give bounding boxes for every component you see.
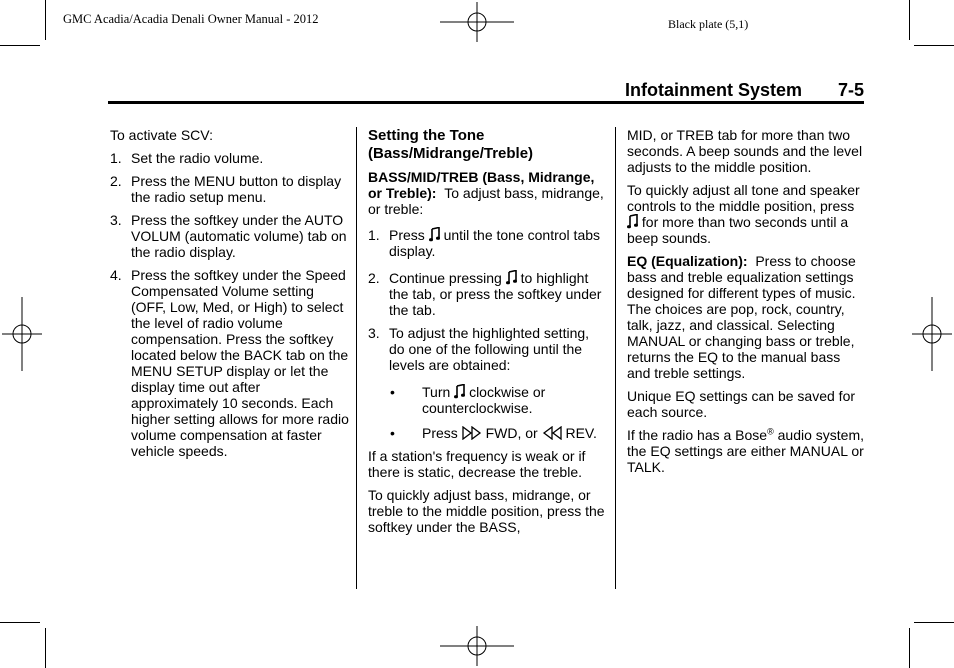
bose-paragraph [627,427,867,475]
registration-mark-icon [912,297,952,371]
header-rule [108,101,864,104]
bass-mid-treb-text: To adjust bass, midrange, or treble: [368,185,604,217]
crop-mark [914,622,954,623]
bass-mid-treb-paragraph [368,169,606,217]
quick-adjust-paragraph: To quickly adjust bass, midrange, or treble to the middle position, press the softkey under the BASS, [368,487,605,535]
registered-mark: ® [767,426,774,437]
step-text: Continue pressing [389,270,502,286]
eq-paragraph [627,253,867,381]
step-text: Press [389,227,425,243]
middle-position-paragraph: MID, or TREB tab for more than two seconds. A beep sounds and the level adjusts to the middle position. [627,127,863,175]
scv-intro: To activate SCV: [110,127,213,143]
bullet-text: clockwise or counterclockwise. [422,384,546,416]
bose-text: If the radio has a Bose [627,427,768,443]
step-text: Press the MENU button to display the radio setup menu. [131,173,342,205]
list-item [368,384,606,416]
bose-text: audio system, the EQ settings are either MANUAL or TALK. [627,427,864,475]
bass-mid-treb-label: BASS/MID/TREB (Bass, Midrange, or Treble): [368,169,595,201]
crop-mark [0,45,40,46]
crop-mark [45,628,46,668]
step-text: Press the softkey under the Speed Compensated Volume setting (OFF, Low, Med, or High) to select the level of radio volume compensation. Press the softkey located below the BACK tab on the MENU SETUP display or let the display time out after approximately 10 seconds. Each higher setting allows for more radio volume compensation at faster vehicle speeds. [131,267,349,459]
reset-tone-text: for more than two seconds until a beep sounds. [627,214,849,246]
bullet-dot: • [390,425,395,441]
bullet-dot: • [390,384,395,400]
music-note-icon [627,214,638,229]
crop-mark [909,628,910,668]
list-item [110,173,350,205]
column-divider [356,127,357,589]
reset-tone-paragraph [627,182,867,246]
registration-mark-icon [440,626,514,666]
manual-title: GMC Acadia/Acadia Denali Owner Manual - 2012 [63,12,319,26]
step-number: 3. [110,212,122,228]
tone-heading: Setting the Tone (Bass/Midrange/Treble) [368,127,534,162]
crop-mark [45,0,46,40]
music-note-icon [454,384,465,399]
step-text: until the tone control tabs display. [389,227,601,259]
eq-text: Press to choose bass and treble equalization settings designed for different types of music. The choices are pop, rock, country, talk, jazz, and classical. Selecting MANUAL or changing bass or treble, returns the EQ to the manual bass and treble settings. [627,253,856,381]
bullet-text: Press [422,425,458,441]
crop-mark [0,622,40,623]
music-note-icon [506,270,517,285]
seek-forward-icon [462,426,482,440]
step-number: 1. [110,150,122,166]
list-item [368,227,606,259]
column-3 [627,127,867,482]
list-item [368,270,606,318]
step-number: 2. [110,173,122,189]
column-divider [615,127,616,589]
step-number: 3. [368,325,380,341]
step-number: 4. [110,267,122,283]
column-2 [368,127,606,542]
crop-mark [909,0,910,40]
eq-label: EQ (Equalization): [627,253,748,269]
step-number: 2. [368,270,380,286]
plate-label: Black plate (5,1) [668,17,749,31]
bullet-text: FWD, or [485,425,538,441]
seek-reverse-icon [542,426,562,440]
registration-mark-icon [2,297,42,371]
list-item [110,212,350,260]
weak-station-paragraph: If a station's frequency is weak or if there is static, decrease the treble. [368,448,586,480]
unique-eq-paragraph: Unique EQ settings can be saved for each source. [627,388,856,420]
section-title: Infotainment System [625,80,803,100]
step-number: 1. [368,227,380,243]
step-text: Set the radio volume. [131,150,264,166]
list-item [110,267,350,459]
page-number: 7-5 [838,80,865,100]
step-text: To adjust the highlighted setting, do one of the following until the levels are obtained: [389,325,590,373]
bullet-text: Turn [422,384,451,400]
music-note-icon [429,227,440,242]
column-1 [110,127,350,466]
crop-mark [914,45,954,46]
bullet-text: REV. [565,425,597,441]
list-item [368,425,606,441]
step-text: to highlight the tab, or press the softkey under the tab. [389,270,602,318]
reset-tone-text: To quickly adjust all tone and speaker controls to the middle position, press [627,182,860,214]
step-text: Press the softkey under the AUTO VOLUM (automatic volume) tab on the radio display. [131,212,347,260]
list-item [110,150,350,166]
list-item [368,325,606,373]
registration-mark-icon [440,2,514,42]
